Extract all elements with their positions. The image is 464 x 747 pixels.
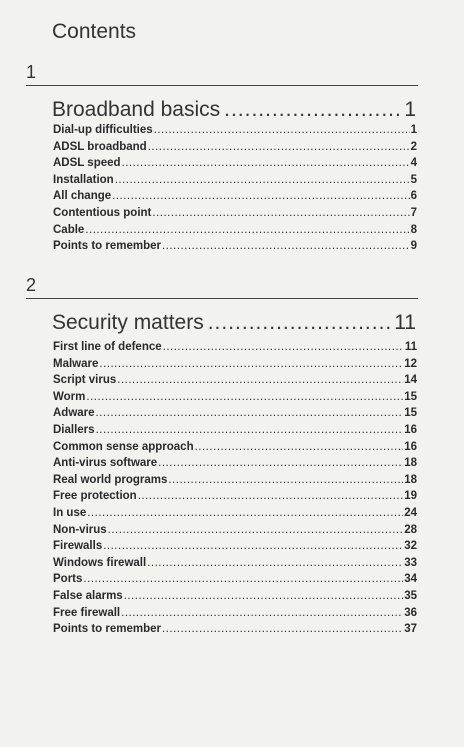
toc-entry-label: All change <box>53 190 112 203</box>
toc-entry-label: Windows firewall <box>53 556 147 569</box>
dot-leader <box>208 311 390 335</box>
chapter-divider <box>26 298 418 299</box>
toc-entry-label: Contentious point <box>53 206 152 219</box>
toc-entry-page: 12 <box>404 357 417 370</box>
toc-entry[interactable] <box>53 205 417 222</box>
dot-leader <box>124 588 404 605</box>
dot-leader <box>162 238 410 255</box>
toc-entry[interactable] <box>53 538 417 555</box>
toc-entry-label: Ports <box>53 573 83 586</box>
toc-entry[interactable] <box>53 571 417 588</box>
toc-entry-label: Firewalls <box>53 540 103 553</box>
dot-leader <box>112 188 409 205</box>
toc-entry[interactable] <box>53 155 417 172</box>
dot-leader <box>121 605 403 622</box>
dot-leader <box>96 422 404 439</box>
toc-list <box>53 122 417 255</box>
toc-entry[interactable] <box>53 488 417 505</box>
toc-entry-label: Dial-up difficulties <box>53 124 153 136</box>
toc-entry-label: Anti-virus software <box>53 457 158 470</box>
toc-entry-label: First line of defence <box>53 341 162 353</box>
toc-entry-page: 34 <box>404 573 417 586</box>
dot-leader <box>168 472 403 489</box>
toc-entry-label: Script virus <box>53 374 117 387</box>
toc-list <box>53 339 417 638</box>
toc-entry-page: 24 <box>404 506 417 519</box>
toc-entry-label: Diallers <box>53 423 95 436</box>
toc-entry-label: Points to remember <box>53 240 161 253</box>
toc-entry[interactable] <box>53 356 417 373</box>
toc-entry-label: In use <box>53 506 87 519</box>
chapter-heading[interactable] <box>52 311 416 335</box>
dot-leader <box>122 155 410 172</box>
dot-leader <box>162 621 403 638</box>
toc-entry-page: 11 <box>404 341 417 353</box>
toc-entry-page: 15 <box>404 407 417 420</box>
toc-entry-label: Installation <box>53 173 114 186</box>
toc-entry-label: ADSL speed <box>53 157 121 170</box>
toc-entry[interactable] <box>53 172 417 189</box>
dot-leader <box>154 122 410 139</box>
dot-leader <box>96 405 404 422</box>
toc-entry-page: 5 <box>410 173 417 186</box>
toc-entry-page: 32 <box>404 540 417 553</box>
dot-leader <box>148 139 410 156</box>
toc-entry-page: 33 <box>404 556 417 569</box>
dot-leader <box>147 555 403 572</box>
toc-entry-page: 1 <box>410 124 417 136</box>
toc-entry-label: False alarms <box>53 589 123 602</box>
toc-entry[interactable] <box>53 222 417 239</box>
toc-entry-page: 8 <box>410 223 417 236</box>
toc-entry-page: 7 <box>410 206 417 219</box>
toc-entry[interactable] <box>53 455 417 472</box>
toc-entry-page: 6 <box>410 190 417 203</box>
toc-entry-page: 18 <box>404 473 417 486</box>
dot-leader <box>86 389 403 406</box>
toc-entry[interactable] <box>53 188 417 205</box>
dot-leader <box>115 172 410 189</box>
dot-leader <box>108 522 404 539</box>
toc-entry-page: 2 <box>410 140 417 153</box>
toc-entry-page: 28 <box>404 523 417 536</box>
toc-entry[interactable] <box>53 389 417 406</box>
toc-entry-page: 4 <box>410 157 417 170</box>
dot-leader <box>103 538 403 555</box>
toc-entry-label: Real world programs <box>53 473 168 486</box>
toc-entry-page: 36 <box>404 606 417 619</box>
toc-entry-label: Malware <box>53 357 99 370</box>
toc-entry-page: 16 <box>404 423 417 436</box>
dot-leader <box>158 455 403 472</box>
dot-leader <box>195 439 404 456</box>
toc-entry[interactable] <box>53 588 417 605</box>
toc-entry-label: Points to remember <box>53 623 161 636</box>
toc-entry-page: 19 <box>404 490 417 503</box>
toc-entry[interactable] <box>53 472 417 489</box>
toc-entry-label: ADSL broadband <box>53 140 147 153</box>
toc-entry-page: 15 <box>404 390 417 403</box>
toc-entry-label: Non-virus <box>53 523 107 536</box>
dot-leader <box>152 205 409 222</box>
dot-leader <box>99 356 403 373</box>
chapter-title: Broadband basics <box>52 98 221 121</box>
toc-entry-page: 14 <box>404 374 417 387</box>
dot-leader <box>83 571 403 588</box>
toc-entry-label: Cable <box>53 223 85 236</box>
chapter-divider <box>26 85 418 86</box>
chapter-page: 11 <box>394 311 416 334</box>
toc-entry-label: Free firewall <box>53 606 121 619</box>
toc-entry[interactable] <box>53 339 417 356</box>
toc-entry[interactable] <box>53 238 417 255</box>
toc-entry[interactable] <box>53 621 417 638</box>
toc-entry-label: Adware <box>53 407 95 420</box>
toc-entry-label: Worm <box>53 390 86 403</box>
toc-entry-label: Common sense approach <box>53 440 194 453</box>
chapter-number: 1 <box>26 62 37 82</box>
toc-entry[interactable] <box>53 372 417 389</box>
toc-entry[interactable] <box>53 122 417 139</box>
toc-entry[interactable] <box>53 605 417 622</box>
chapter-page: 1 <box>404 98 416 121</box>
toc-entry-page: 9 <box>410 240 417 253</box>
toc-entry-label: Free protection <box>53 490 137 503</box>
toc-entry-page: 16 <box>404 440 417 453</box>
chapter-heading[interactable] <box>52 98 416 122</box>
toc-entry[interactable] <box>53 522 417 539</box>
toc-entry-page: 37 <box>404 623 417 636</box>
chapter-title: Security matters <box>52 311 204 334</box>
dot-leader <box>224 98 400 122</box>
toc-entry[interactable] <box>53 422 417 439</box>
toc-entry[interactable] <box>53 405 417 422</box>
dot-leader <box>87 505 403 522</box>
toc-entry[interactable] <box>53 439 417 456</box>
toc-entry[interactable] <box>53 139 417 156</box>
chapter-number: 2 <box>26 275 37 295</box>
toc-entry[interactable] <box>53 555 417 572</box>
toc-entry[interactable] <box>53 505 417 522</box>
page-title: Contents <box>52 20 137 43</box>
dot-leader <box>117 372 403 389</box>
dot-leader <box>163 339 404 356</box>
toc-entry-page: 18 <box>404 457 417 470</box>
dot-leader <box>85 222 409 239</box>
dot-leader <box>138 488 403 505</box>
toc-entry-page: 35 <box>404 589 417 602</box>
